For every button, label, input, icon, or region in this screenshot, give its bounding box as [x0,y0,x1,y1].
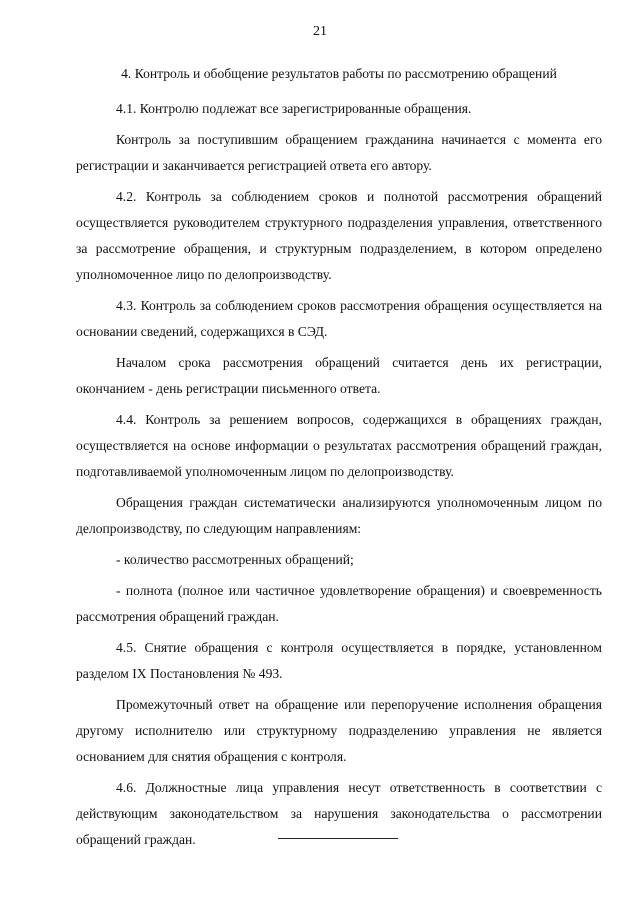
paragraph-4-6: 4.6. Должностные лица управления несут ответственность в соответствии с действующим законодательством за нарушения законодательства о рассмотрении обращений граждан. [76,780,602,847]
section-heading: 4. Контроль и обобщение результатов работы по рассмотрению обращений [121,66,557,81]
page-number: 21 [313,24,327,39]
paragraph-4-2: 4.2. Контроль за соблюдением сроков и полнотой рассмотрения обращений осуществляется руководителем структурного подразделения управления, ответственного за рассмотрение обращения, и структурным подразделением, в котором определено уполномоченное лицо по делопроизводству. [76,189,602,282]
end-divider [278,838,398,839]
paragraph-4-1: 4.1. Контролю подлежат все зарегистрированные обращения. [116,101,472,116]
paragraph-4-5: 4.5. Снятие обращения с контроля осуществляется в порядке, установленном разделом IX Постановления № 493. [76,640,602,681]
paragraph-4-3: 4.3. Контроль за соблюдением сроков рассмотрения обращения осуществляется на основании сведений, содержащихся в СЭД. [76,298,602,339]
paragraph-control-start: Контроль за поступившим обращением гражданина начинается с момента его регистрации и заканчивается регистрацией ответа его автору. [76,132,602,173]
section-body [76,62,602,853]
list-item-count: - количество рассмотренных обращений; [116,552,354,567]
paragraph-term-start: Началом срока рассмотрения обращений считается день их регистрации, окончанием - день регистрации письменного ответа. [76,355,602,396]
paragraph-4-4: 4.4. Контроль за решением вопросов, содержащихся в обращениях граждан, осуществляется на основе информации о результатах рассмотрения обращений граждан, подготавливаемой уполномоченным лицом по делопроизводству. [76,412,602,479]
paragraph-interim-answer: Промежуточный ответ на обращение или перепоручение исполнения обращения другому исполнителю или структурному подразделению управления не является основанием для снятия обращения с контроля. [76,697,602,764]
paragraph-analysis: Обращения граждан систематически анализируются уполномоченным лицом по делопроизводству, по следующим направлениям: [76,495,602,536]
list-item-completeness: - полнота (полное или частичное удовлетворение обращения) и своевременность рассмотрения обращений граждан. [76,583,602,624]
